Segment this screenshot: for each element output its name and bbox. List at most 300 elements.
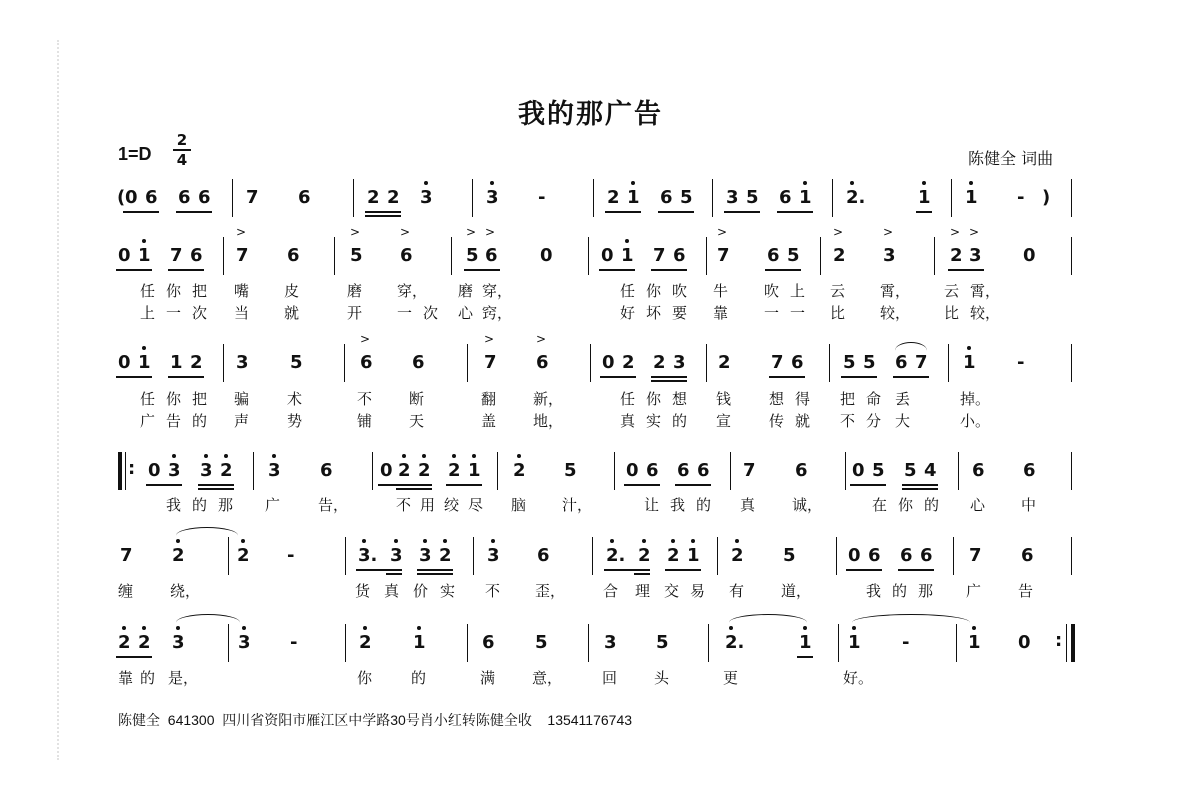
lyric: 上 xyxy=(140,304,156,322)
lyric: 铺 xyxy=(357,412,373,430)
note: 5 xyxy=(787,245,800,266)
note: 6 xyxy=(198,187,211,208)
note: 0 xyxy=(540,245,553,266)
bar-line xyxy=(832,179,833,217)
note: 2 xyxy=(448,460,461,481)
note: ) xyxy=(1042,187,1051,208)
beam xyxy=(605,211,641,213)
lyric: 的 xyxy=(140,669,156,687)
note: 1 xyxy=(918,187,931,208)
accent-mark: > xyxy=(484,332,495,346)
bar-line xyxy=(838,624,839,662)
beam xyxy=(658,211,694,213)
lyric: 告 xyxy=(1018,582,1034,600)
bar-line xyxy=(1071,344,1072,382)
note: 7 xyxy=(717,245,730,266)
accent-mark: > xyxy=(350,225,361,239)
beam xyxy=(902,488,938,490)
bar-line xyxy=(953,537,954,575)
note: 2. xyxy=(846,187,866,208)
note: 2 xyxy=(367,187,380,208)
note: 0 xyxy=(601,245,614,266)
lyric: 把 xyxy=(840,390,856,408)
accent-mark: > xyxy=(236,225,247,239)
bar-line xyxy=(820,237,821,275)
note: 2 xyxy=(653,352,666,373)
lyric: 的 xyxy=(672,412,688,430)
note: 3 xyxy=(236,352,249,373)
note: 2 xyxy=(718,352,731,373)
note: 3 xyxy=(268,460,281,481)
bar-line xyxy=(451,237,452,275)
lyric: 一 xyxy=(166,304,182,322)
note: 2. xyxy=(606,545,626,566)
octave-dot xyxy=(691,539,695,543)
lyric: 不 xyxy=(840,412,856,430)
beam xyxy=(651,376,687,378)
note: 1 xyxy=(413,632,426,653)
note: 6 xyxy=(485,245,498,266)
lyric: 想 xyxy=(672,390,688,408)
octave-dot xyxy=(803,181,807,185)
note: 2 xyxy=(950,245,963,266)
octave-dot xyxy=(671,539,675,543)
note: 7 xyxy=(969,545,982,566)
lyrics-line-2-verse-2 xyxy=(0,302,1181,322)
lyric: 较， xyxy=(880,304,911,322)
note: 2 xyxy=(118,632,131,653)
note: 5 xyxy=(783,545,796,566)
beam xyxy=(356,569,402,571)
lyric: 地， xyxy=(533,412,564,430)
bar-line xyxy=(228,624,229,662)
lyric: 更 xyxy=(723,669,739,687)
lyric: 是， xyxy=(168,669,199,687)
lyric: 的 xyxy=(192,412,208,430)
song-title: 我的那广告 xyxy=(518,99,663,130)
lyric: 牛 xyxy=(713,282,729,300)
note: 2 xyxy=(190,352,203,373)
lyric: 任 xyxy=(620,390,636,408)
lyric: 穿， xyxy=(482,282,513,300)
lyric: 霄， xyxy=(970,282,1001,300)
note: 6 xyxy=(677,460,690,481)
lyric: 云 xyxy=(830,282,846,300)
bar-line xyxy=(588,624,589,662)
note: 0 xyxy=(148,460,161,481)
note: 4 xyxy=(924,460,937,481)
lyric: 实 xyxy=(440,582,456,600)
lyric: 你 xyxy=(357,669,373,687)
lyric: 尽 xyxy=(468,496,484,514)
lyric: 的 xyxy=(892,582,908,600)
bar-line xyxy=(730,452,731,490)
note: 7 xyxy=(771,352,784,373)
beam xyxy=(948,269,984,271)
lyric: 好。 xyxy=(843,669,874,687)
lyric: 声 xyxy=(234,412,250,430)
note: 6 xyxy=(673,245,686,266)
tie xyxy=(176,614,240,631)
note: 6 xyxy=(536,352,549,373)
octave-dot xyxy=(424,181,428,185)
lyric: 缠 xyxy=(118,582,134,600)
note: 2 xyxy=(833,245,846,266)
lyric: 小。 xyxy=(960,412,991,430)
note: 5 xyxy=(872,460,885,481)
bar-line xyxy=(614,452,615,490)
bar-line xyxy=(934,237,935,275)
note: - xyxy=(1017,187,1025,208)
accent-mark: > xyxy=(883,225,894,239)
lyric: 一 xyxy=(397,304,413,322)
note: ( xyxy=(117,187,126,208)
lyric: 价 xyxy=(413,582,429,600)
lyric: 吹 xyxy=(764,282,780,300)
accent-mark: > xyxy=(360,332,371,346)
note: 1 xyxy=(621,245,634,266)
lyric: 丢 xyxy=(895,390,911,408)
bar-line xyxy=(334,237,335,275)
lyric: 嘴 xyxy=(234,282,250,300)
bar-line xyxy=(228,537,229,575)
lyric: 回 xyxy=(602,669,618,687)
beam xyxy=(168,269,204,271)
note: 5 xyxy=(746,187,759,208)
beam xyxy=(765,269,801,271)
bar-line xyxy=(712,179,713,217)
lyric: 霄， xyxy=(880,282,911,300)
octave-dot xyxy=(204,454,208,458)
contact-footer: 陈健全 641300 四川省资阳市雁江区中学路30号肖小红转陈健全收 13541176743 xyxy=(118,712,633,728)
note: 2 xyxy=(138,632,151,653)
beam xyxy=(386,573,402,575)
lyric: 合 xyxy=(603,582,619,600)
lyric: 一 xyxy=(790,304,806,322)
slur xyxy=(895,342,927,359)
beam xyxy=(916,211,932,213)
bar-line xyxy=(708,624,709,662)
lyric: 真 xyxy=(384,582,400,600)
octave-dot xyxy=(491,539,495,543)
note: 1 xyxy=(468,460,481,481)
beam xyxy=(600,376,636,378)
note: 5 xyxy=(863,352,876,373)
repeat-end-bar xyxy=(1071,624,1075,662)
note: 3 xyxy=(390,545,403,566)
note: 6 xyxy=(298,187,311,208)
lyric: 当 xyxy=(234,304,250,322)
note: 3 xyxy=(969,245,982,266)
note: 1 xyxy=(965,187,978,208)
lyric: 让 xyxy=(644,496,660,514)
lyric: 好 xyxy=(620,304,636,322)
bar-line xyxy=(467,344,468,382)
lyric: 广 xyxy=(265,496,281,514)
staff-line-4 xyxy=(0,460,1181,486)
lyric: 我 xyxy=(670,496,686,514)
note: 1 xyxy=(799,632,812,653)
tie xyxy=(852,614,970,631)
note: - xyxy=(902,632,910,653)
lyric: 次 xyxy=(192,304,208,322)
lyric: 货 xyxy=(355,582,371,600)
octave-dot xyxy=(642,539,646,543)
bar-line xyxy=(836,537,837,575)
note: 6 xyxy=(190,245,203,266)
lyric: 我 xyxy=(166,496,182,514)
note: 6 xyxy=(795,460,808,481)
beam xyxy=(634,573,650,575)
beam xyxy=(841,376,877,378)
note: 7 xyxy=(246,187,259,208)
lyric: 心 xyxy=(970,496,986,514)
note: 2. xyxy=(725,632,745,653)
beam xyxy=(893,376,929,378)
note: 3 xyxy=(200,460,213,481)
note: 6 xyxy=(145,187,158,208)
bar-line xyxy=(948,344,949,382)
lyric: 要 xyxy=(672,304,688,322)
lyric: 那 xyxy=(918,582,934,600)
note: 3 xyxy=(673,352,686,373)
bar-line xyxy=(1071,179,1072,217)
beam xyxy=(116,376,152,378)
lyric: 任 xyxy=(620,282,636,300)
lyric: 头 xyxy=(654,669,670,687)
lyric: 掉。 xyxy=(960,390,991,408)
lyric: 新， xyxy=(533,390,564,408)
lyric: 绞 xyxy=(444,496,460,514)
accent-mark: > xyxy=(485,225,496,239)
octave-dot xyxy=(631,181,635,185)
note: 6 xyxy=(767,245,780,266)
lyric: 云 xyxy=(944,282,960,300)
lyric: 大 xyxy=(895,412,911,430)
note: 3 xyxy=(172,632,185,653)
beam xyxy=(604,569,650,571)
note: 3 xyxy=(604,632,617,653)
note: 5 xyxy=(290,352,303,373)
note: 6 xyxy=(895,352,908,373)
octave-dot xyxy=(422,454,426,458)
lyric: 吹 xyxy=(672,282,688,300)
beam xyxy=(198,488,234,490)
octave-dot xyxy=(735,539,739,543)
note: 7 xyxy=(120,545,133,566)
lyric: 翻 xyxy=(481,390,497,408)
octave-dot xyxy=(625,239,629,243)
lyric: 宣 xyxy=(716,412,732,430)
octave-dot xyxy=(850,181,854,185)
note: 1 xyxy=(627,187,640,208)
note: 2 xyxy=(731,545,744,566)
note: 5 xyxy=(466,245,479,266)
note: 6 xyxy=(287,245,300,266)
note: 6 xyxy=(1021,545,1034,566)
lyric: 广 xyxy=(966,582,982,600)
lyrics-line-2-verse-1 xyxy=(0,280,1181,300)
lyrics-line-6 xyxy=(0,667,1181,687)
lyric: 那 xyxy=(218,496,234,514)
note: 0 xyxy=(1018,632,1031,653)
bar-line xyxy=(593,179,594,217)
note: 1 xyxy=(687,545,700,566)
lyric: 中 xyxy=(1021,496,1037,514)
bar-line xyxy=(1071,452,1072,490)
repeat-dots: : xyxy=(128,458,136,479)
bar-line xyxy=(951,179,952,217)
lyric: 势 xyxy=(287,412,303,430)
lyric: 真 xyxy=(620,412,636,430)
beam xyxy=(365,215,401,217)
lyric: 脑 xyxy=(511,496,527,514)
octave-dot xyxy=(394,539,398,543)
beam xyxy=(396,488,432,490)
octave-dot xyxy=(272,454,276,458)
note: 2 xyxy=(513,460,526,481)
octave-dot xyxy=(969,181,973,185)
octave-dot xyxy=(142,239,146,243)
lyric: 易 xyxy=(690,582,706,600)
lyrics-line-3-verse-2 xyxy=(0,410,1181,430)
bar-line xyxy=(223,237,224,275)
note: 3 xyxy=(168,460,181,481)
bar-line xyxy=(958,452,959,490)
lyric: 交 xyxy=(664,582,680,600)
octave-dot xyxy=(472,454,476,458)
note: 0 xyxy=(602,352,615,373)
beam xyxy=(198,484,234,486)
note: 6 xyxy=(779,187,792,208)
lyric: 不 xyxy=(485,582,501,600)
lyric: 比 xyxy=(830,304,846,322)
beam xyxy=(176,211,212,213)
note: 6 xyxy=(178,187,191,208)
lyric: 把 xyxy=(192,390,208,408)
note: - xyxy=(1017,352,1025,373)
beam xyxy=(116,656,152,658)
beam xyxy=(464,269,500,271)
octave-dot xyxy=(363,626,367,630)
repeat-start-bar xyxy=(118,452,122,490)
note: 2 xyxy=(398,460,411,481)
note: 2 xyxy=(387,187,400,208)
note: 3 xyxy=(486,187,499,208)
note: 7 xyxy=(236,245,249,266)
note: 2 xyxy=(667,545,680,566)
beam xyxy=(898,569,934,571)
bar-line xyxy=(588,237,589,275)
staff-line-6 xyxy=(0,632,1181,658)
lyric: 一 xyxy=(764,304,780,322)
lyric: 磨 xyxy=(458,282,474,300)
note: 2 xyxy=(359,632,372,653)
staff-line-intro xyxy=(0,187,1181,213)
accent-mark: > xyxy=(466,225,477,239)
note: 6 xyxy=(646,460,659,481)
bar-line xyxy=(345,537,346,575)
bar-line xyxy=(372,452,373,490)
note: 7 xyxy=(915,352,928,373)
note: 3 xyxy=(420,187,433,208)
lyric: 坏 xyxy=(646,304,662,322)
octave-dot xyxy=(452,454,456,458)
beam xyxy=(417,573,453,575)
lyric: 皮 xyxy=(284,282,300,300)
lyric: 就 xyxy=(284,304,300,322)
note: 1 xyxy=(799,187,812,208)
lyric: 不 xyxy=(396,496,412,514)
octave-dot xyxy=(423,539,427,543)
octave-dot xyxy=(142,346,146,350)
note: 3 xyxy=(487,545,500,566)
note: 6 xyxy=(972,460,985,481)
accent-mark: > xyxy=(833,225,844,239)
beam xyxy=(417,569,453,571)
bar-line xyxy=(344,344,345,382)
note: 2 xyxy=(418,460,431,481)
note: 6 xyxy=(920,545,933,566)
note: 6 xyxy=(320,460,333,481)
note: 0 xyxy=(852,460,865,481)
lyric: 比 xyxy=(944,304,960,322)
note: 6 xyxy=(537,545,550,566)
note: 1 xyxy=(848,632,861,653)
lyric: 骗 xyxy=(234,390,250,408)
lyric: 有 xyxy=(729,582,745,600)
beam xyxy=(146,484,182,486)
beam xyxy=(665,569,701,571)
note: 6 xyxy=(791,352,804,373)
note: 5 xyxy=(564,460,577,481)
note: 0 xyxy=(626,460,639,481)
beam xyxy=(624,484,660,486)
bar-line xyxy=(590,344,591,382)
lyrics-line-3-verse-1 xyxy=(0,388,1181,408)
bar-line xyxy=(706,237,707,275)
lyric: 钱 xyxy=(716,390,732,408)
lyric: 你 xyxy=(166,282,182,300)
lyric: 想 xyxy=(769,390,785,408)
lyric: 用 xyxy=(420,496,436,514)
note: - xyxy=(287,545,295,566)
lyric: 广 xyxy=(140,412,156,430)
bar-line xyxy=(1071,237,1072,275)
lyric: 告 xyxy=(166,412,182,430)
beam xyxy=(651,269,687,271)
accent-mark: > xyxy=(536,332,547,346)
note: 3 xyxy=(883,245,896,266)
lyric: 上 xyxy=(790,282,806,300)
octave-dot xyxy=(972,626,976,630)
lyric: 命 xyxy=(866,390,882,408)
lyric: 不 xyxy=(357,390,373,408)
note: 1 xyxy=(138,245,151,266)
lyric: 汁， xyxy=(562,496,593,514)
octave-dot xyxy=(362,539,366,543)
beam xyxy=(675,484,711,486)
composer-credit: 陈健全 词曲 xyxy=(968,149,1054,168)
lyric: 分 xyxy=(866,412,882,430)
lyric: 我 xyxy=(866,582,882,600)
note: 3 xyxy=(419,545,432,566)
octave-dot xyxy=(922,181,926,185)
note: 2 xyxy=(172,545,185,566)
beam xyxy=(724,211,760,213)
bar-line xyxy=(472,179,473,217)
lyric: 靠 xyxy=(713,304,729,322)
